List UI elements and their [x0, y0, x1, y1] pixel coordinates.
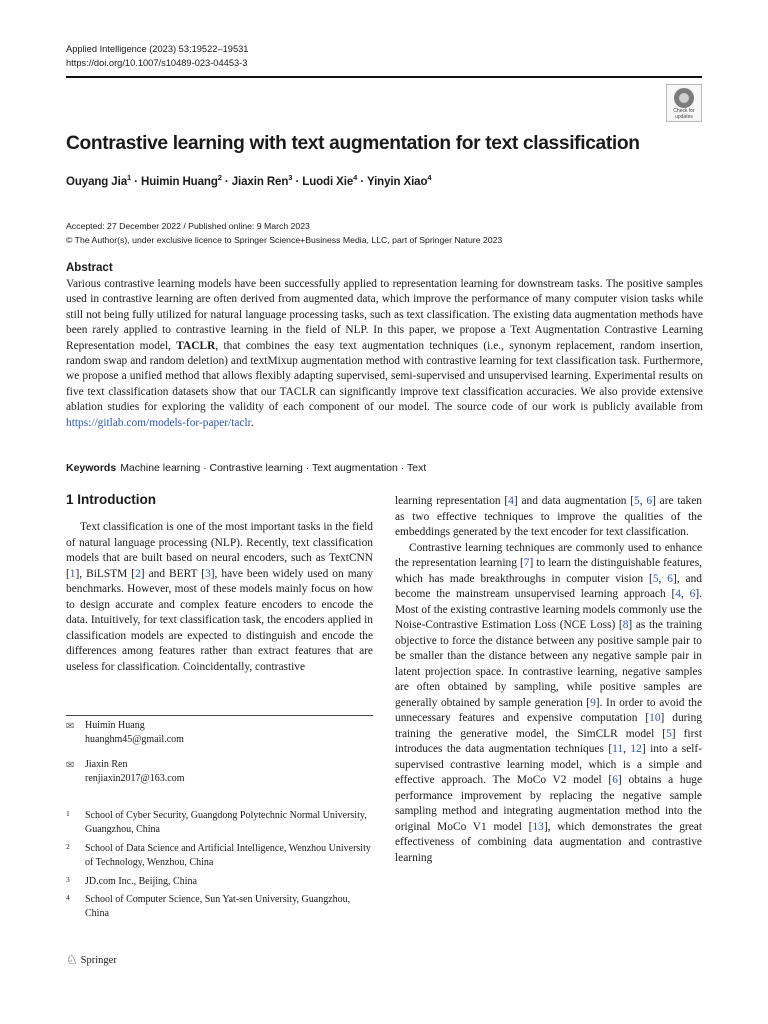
author-separator: ·	[357, 176, 367, 188]
affiliation-1	[66, 809, 376, 836]
keyword: Contrastive learning	[209, 462, 303, 474]
citation-link[interactable]: 5	[666, 727, 672, 740]
citation-link[interactable]: 2	[135, 567, 141, 580]
keyword: Text	[407, 462, 427, 474]
author-name[interactable]: Huimin Huang$^2$	[141, 173, 222, 188]
author-name[interactable]: Ouyang Jia$^1$	[66, 173, 132, 188]
author-affiliation-mark: 1	[127, 173, 132, 182]
right-column	[395, 494, 702, 866]
paper-title: Contrastive learning with text augmentation for text classification	[66, 133, 640, 154]
check-for-updates-badge[interactable]	[666, 84, 702, 122]
author-affiliation-mark: 3	[288, 173, 293, 182]
citation-link[interactable]: 4	[675, 588, 681, 600]
keywords-list: Machine learning · Contrastive learning · Text augmentation · Text	[120, 462, 427, 474]
citation-link[interactable]: 6	[646, 495, 653, 507]
citation-link[interactable]: 11	[612, 743, 624, 755]
doi-link[interactable]: https://doi.org/10.1007/s10489-023-04453-3	[66, 58, 248, 68]
left-column	[66, 520, 373, 675]
author-separator: ·	[292, 176, 303, 188]
citation-link[interactable]: 4	[508, 495, 514, 507]
correspondence-name: Huimin Huang	[85, 720, 145, 731]
abstract-heading: Abstract	[66, 262, 113, 274]
author-name[interactable]: Jiaxin Ren$^3$	[231, 173, 293, 188]
affiliation-number: 1	[66, 809, 70, 818]
journal-header	[66, 42, 248, 70]
header-rule	[66, 76, 702, 78]
citation-link[interactable]: 9	[590, 696, 596, 709]
affiliation-text: School of Data Science and Artificial Intelligence, Wenzhou University of Technology, Wenzhou, China	[85, 843, 371, 868]
publication-info	[66, 219, 502, 247]
intro-paragraph-1-continued: learning representation [4] and data augmentation [5, 6] are taken as two effective techniques to improve the qualities of the embeddings generated by the text encoder for text classification.	[395, 495, 703, 538]
envelope-icon: ✉	[66, 760, 75, 771]
correspondence-email[interactable]: huanghm45@gmail.com	[85, 734, 184, 745]
author-affiliation-mark: 4	[427, 173, 432, 182]
page-footer	[66, 952, 117, 968]
author-separator: ·	[221, 176, 232, 188]
correspondence-email[interactable]: renjiaxin2017@163.com	[85, 773, 185, 784]
correspondence-1	[66, 719, 184, 747]
citation-link[interactable]: 7	[523, 557, 530, 569]
citation-link[interactable]: 5	[634, 495, 640, 507]
affiliation-text: School of Computer Science, Sun Yat-sen University, Guangzhou, China	[85, 894, 351, 919]
citation-link[interactable]: 1	[69, 567, 76, 580]
affiliation-text: JD.com Inc., Beijing, China	[85, 876, 197, 887]
author-separator: ·	[131, 176, 141, 188]
affiliation-number: 3	[66, 875, 70, 884]
citation-link[interactable]: 3	[205, 567, 211, 580]
affiliation-4	[66, 893, 376, 920]
citation-link[interactable]: 6	[612, 774, 618, 786]
footnote-rule	[66, 715, 373, 716]
affiliation-number: 4	[66, 893, 70, 902]
citation-link[interactable]: 6	[689, 588, 696, 600]
keyword: Machine learning	[120, 462, 201, 474]
springer-horse-icon: ♘	[66, 952, 78, 967]
author-affiliation-mark: 2	[217, 173, 222, 182]
affiliation-text: School of Cyber Security, Guangdong Polytechnic Normal University, Guangzhou, China	[85, 810, 367, 835]
citation-link[interactable]: 6	[667, 572, 673, 585]
citation-link[interactable]: 5	[652, 572, 659, 585]
journal-citation: Applied Intelligence (2023) 53:19522–19531	[66, 44, 249, 54]
section-heading: 1 Introduction	[66, 492, 156, 507]
citation-link[interactable]: 10	[649, 712, 661, 724]
correspondence-2	[66, 758, 184, 786]
abstract-text: Various contrastive learning models have been successfully applied to representation learning for downstream tasks. The positive samples used in contrastive learning are often derived from augmented data, which improve the performance of many computer vision tasks while still not being fully utilized for natural language processing tasks, such as text classification. The existing data augmentation methods have been rarely applied to contrastive learning in the field of NLP. In this paper, we propose a Text Augmentation Contrastive Learning Representation model, TACLR, that combines the easy text augmentation techniques (i.e., synonym replacement, random insertion, random swap and random deletion) and textMixup augmentation method with contrastive learning for text classification task. Furthermore, we propose a unified method that allows flexibly adapting supervised, semi-supervised and unsupervised learning. Experimental results on five text classification datasets show that our TACLR can significantly improve text classification accuracies. We also provide extensive ablation studies for exploring the validity of each component of our model. The source code of our work is publicly available from https://gitlab.com/models-for-paper/taclr.	[66, 278, 703, 429]
citation-link[interactable]: 13	[532, 820, 544, 833]
model-name: TACLR	[176, 339, 216, 352]
source-code-link[interactable]: https://gitlab.com/models-for-paper/taclr	[66, 416, 251, 429]
correspondence-name: Jiaxin Ren	[85, 759, 128, 770]
copyright-notice: © The Author(s), under exclusive licence to Springer Science+Business Media, LLC, part of Springer Nature 2023	[66, 235, 503, 245]
affiliation-number: 2	[66, 842, 70, 851]
badge-label: Check for updates	[673, 108, 695, 120]
check-for-updates-icon	[674, 88, 694, 108]
keywords	[66, 462, 426, 474]
keywords-label: Keywords	[66, 462, 117, 474]
intro-paragraph-1: Text classification is one of the most important tasks in the field of natural language processing (NLP). Recently, text classification models that are built based on neural encoders, such as TextCNN [1], BiLSTM [2] and BERT [3], have been widely used on many benchmarks. However, most of these models mainly focus on how to design accurate and complex feature encoders to encode the data. Intuitively, for text classification task, the encoders applied in classification models are expected to distinguish and encode the differences among features rather than extract features that are useless for classification. Coincidentally, contrastive	[66, 521, 374, 673]
intro-paragraph-2: Contrastive learning techniques are commonly used to enhance the representation learning [7] to learn the distinguishable features, which has made breakthroughs in computer vision [5, 6], and become the mainstream unsupervised learning approach [4, 6]. Most of the existing contrastive learning models commonly use the Noise-Contrastive Estimation Loss (NCE Loss) [8] as the training objective to force the distance between any positive sample pair to be smaller than the distance between any negative sample pair in latent projection space. In contrastive learning, negative samples are often obtained by sampling, while positive samples are generally obtained by sample generation [9]. In order to avoid the unnecessary features and expensive computation [10] during training the generative model, the SimCLR model [5] first introduces the data augmentation techniques [11, 12] into a self-supervised contrastive learning model, which is a simple and effective approach. The MoCo V2 model [6] obtains a huge performance improvement by replacing the negative sample sampling method and integrating augmentation method into the original MoCo V1 model [13], which demonstrates the great effectiveness of combining data augmentation and contrastive learning	[395, 541, 703, 864]
affiliation-3	[66, 875, 376, 889]
citation-link[interactable]: 8	[622, 619, 629, 631]
keyword: Text augmentation	[312, 462, 398, 474]
envelope-icon: ✉	[66, 721, 75, 732]
author-name[interactable]: Yinyin Xiao$^4$	[366, 173, 432, 188]
author-name[interactable]: Luodi Xie$^4$	[302, 173, 358, 188]
author-list	[66, 173, 432, 188]
author-affiliation-mark: 4	[353, 173, 358, 182]
affiliation-2	[66, 842, 376, 869]
citation-link[interactable]: 12	[630, 743, 642, 755]
publisher-name: Springer	[80, 954, 117, 966]
publication-dates: Accepted: 27 December 2022 / Published online: 9 March 2023	[66, 221, 310, 231]
